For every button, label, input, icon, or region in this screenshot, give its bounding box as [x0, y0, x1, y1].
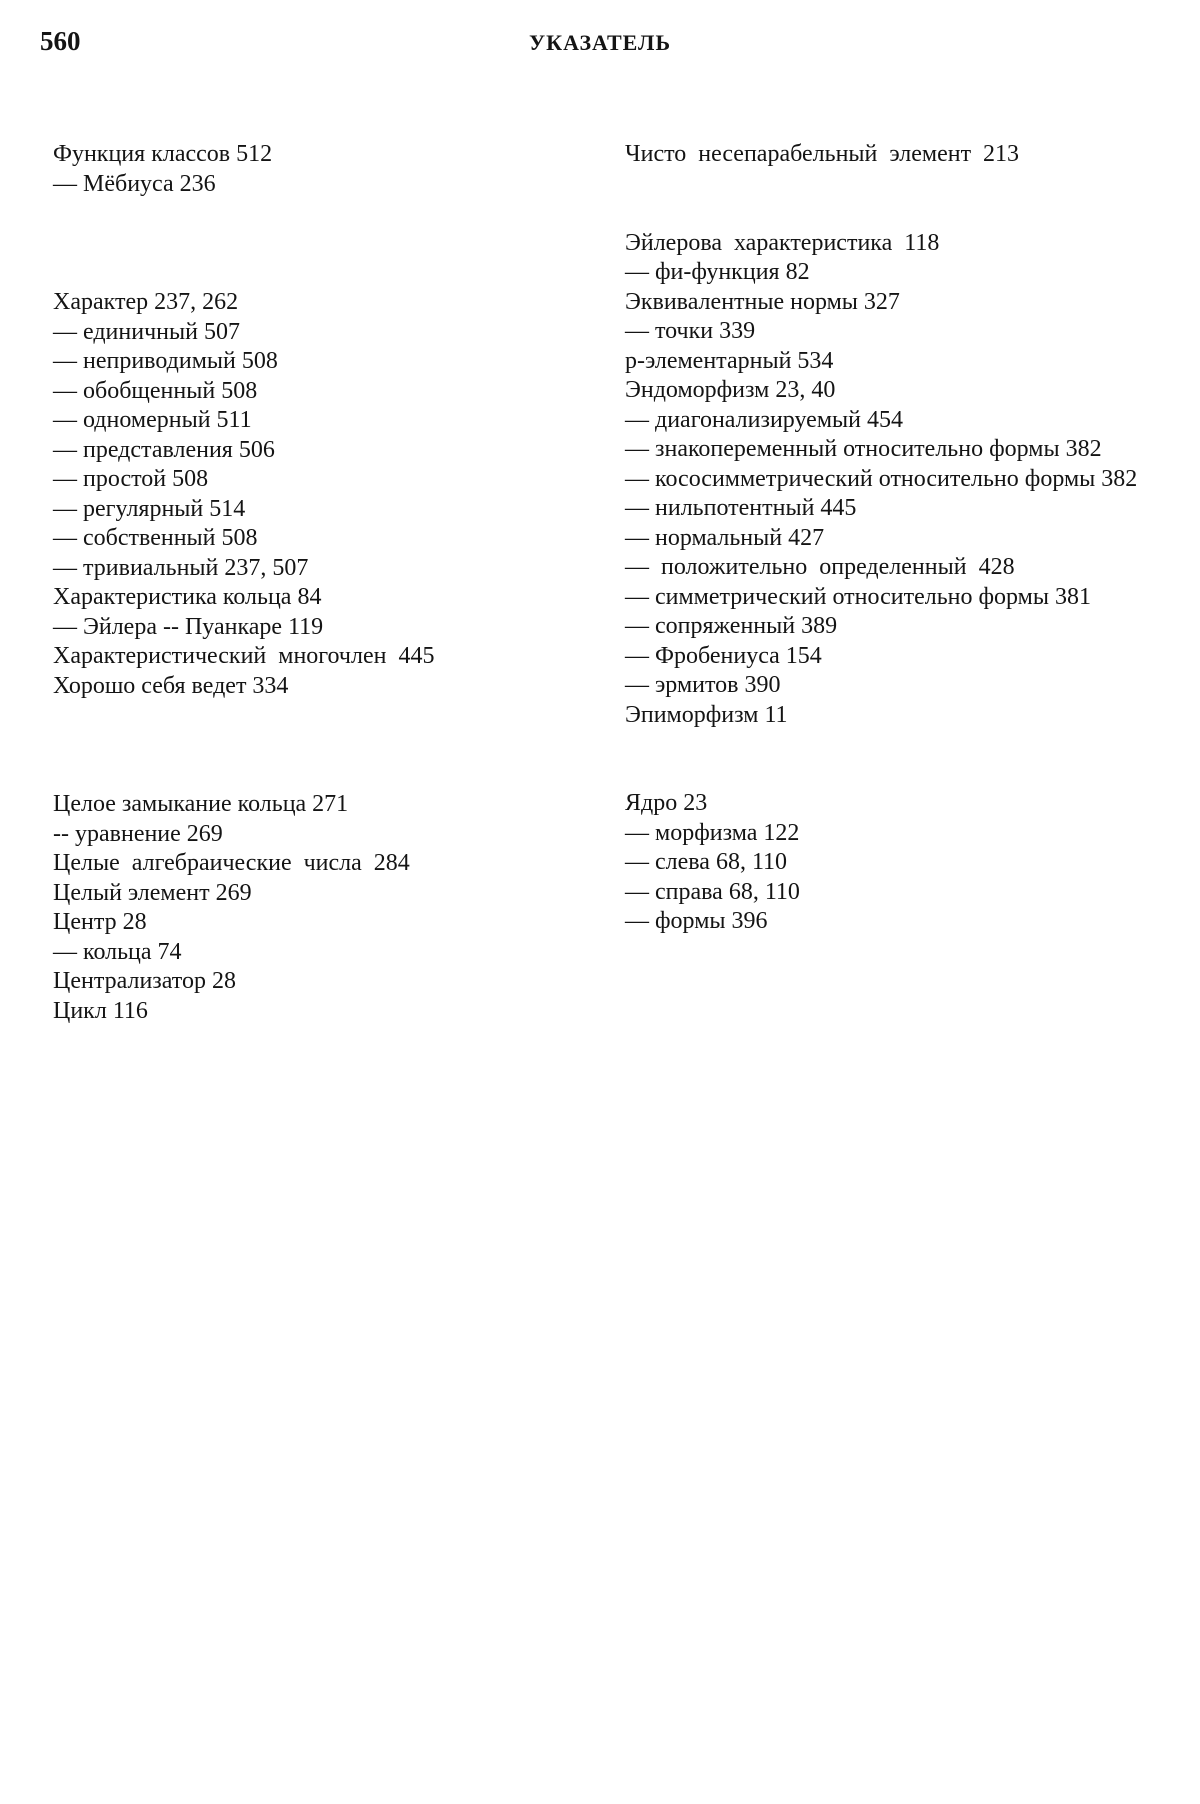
index-entry: Цикл 116: [53, 997, 148, 1024]
index-entry: Характеристический многочлен 445: [53, 643, 435, 669]
index-entry: Центр 28: [53, 909, 147, 935]
index-entry: Эйлерова характеристика 118: [625, 229, 940, 256]
index-group-f: [53, 140, 573, 199]
group-separator: [53, 199, 573, 258]
index-subentry: — фи-функция 82: [625, 259, 810, 285]
index-subentry: — справа 68, 110: [625, 878, 800, 905]
index-entry: Целые алгебраические числа 284: [53, 850, 410, 876]
index-subentry: — нильпотентный 445: [625, 495, 857, 521]
index-subentry: — положительно определенный 428: [625, 554, 1015, 580]
group-separator: [53, 258, 573, 288]
index-subentry: — слева 68, 110: [625, 849, 788, 875]
index-subentry: -- уравнение 269: [53, 820, 223, 847]
index-subentry: — единичный 507: [53, 318, 240, 345]
index-group-ts: [53, 790, 573, 1026]
index-subentry: — Мёбиуса 236: [53, 170, 216, 197]
index-subentry: — сопряженный 389: [625, 613, 838, 639]
index-entry: Целый элемент 269: [53, 879, 252, 906]
index-subentry: — собственный 508: [53, 525, 258, 551]
index-entry: Целое замыкание кольца 271: [53, 791, 349, 817]
index-group-ya: [625, 789, 1161, 937]
index-entry: Характер 237, 262: [53, 289, 239, 315]
index-subentry: — кольца 74: [53, 938, 182, 965]
index-entry: Чисто несепарабельный элемент 213: [625, 141, 1020, 167]
index-group-e: [625, 229, 1161, 731]
index-group-h: [53, 288, 573, 701]
index-subentry: — простой 508: [53, 466, 209, 492]
index-subentry: — представления 506: [53, 436, 275, 463]
index-subentry: — формы 396: [625, 908, 768, 934]
index-subentry: — кососимметрический относительно формы 382: [625, 465, 1138, 492]
index-subentry: — обобщенный 508: [53, 377, 258, 404]
index-subentry: — одномерный 511: [53, 407, 252, 433]
index-entry: Ядро 23: [625, 790, 708, 816]
group-separator: [625, 170, 1161, 229]
index-column-left: [53, 140, 573, 1026]
index-subentry: — знакопеременный относительно формы 382: [625, 436, 1102, 462]
group-separator: [53, 701, 573, 760]
index-subentry: — диагонализируемый 454: [625, 406, 903, 433]
index-subentry: — нормальный 427: [625, 524, 825, 551]
index-entry: p-элементарный 534: [625, 347, 834, 374]
group-separator: [625, 730, 1161, 789]
index-subentry: — неприводимый 508: [53, 348, 278, 374]
index-entry: Эндоморфизм 23, 40: [625, 377, 836, 403]
index-subentry: — точки 339: [625, 318, 756, 344]
index-subentry: — регулярный 514: [53, 495, 246, 522]
index-group-ch: [625, 140, 1161, 170]
index-subentry: — симметрический относительно формы 381: [625, 583, 1091, 610]
page-number: 560: [40, 26, 81, 56]
running-head: УКАЗАТЕЛЬ: [529, 30, 671, 55]
index-entry: Эпиморфизм 11: [625, 701, 788, 728]
index-subentry: — тривиальный 237, 507: [53, 554, 309, 581]
index-entry: Эквивалентные нормы 327: [625, 288, 900, 315]
index-entry: Централизатор 28: [53, 968, 236, 994]
index-entry: Характеристика кольца 84: [53, 584, 322, 610]
index-subentry: — Эйлера -- Пуанкаре 119: [53, 613, 324, 640]
index-subentry: — Фробениуса 154: [625, 642, 822, 669]
index-subentry: — морфизма 122: [625, 819, 800, 846]
index-entry: Функция классов 512: [53, 141, 273, 167]
index-entry: Хорошо себя ведет 334: [53, 672, 289, 699]
index-column-right: [625, 140, 1161, 937]
index-subentry: — эрмитов 390: [625, 672, 781, 698]
group-separator: [53, 760, 573, 790]
